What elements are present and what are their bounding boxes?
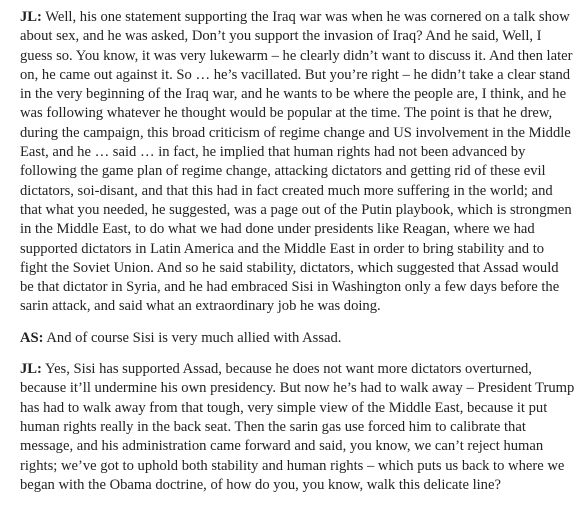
paragraph-text: Well, his one statement supporting the Iraq war was when he was cornered on a talk show about sex, and he was asked, Don’t you support the invasion of Iraq? And he said, Well, I guess so. You know, it was very lukewarm – he clearly didn’t want to discuss it. And then later on, he came out against it. So … he’s vacillated. But you’re right – he didn’t take a clear stand in the very beginning of the Iraq war, and he wants to be where the people are, I think, and he was following whatever he thought would be popular at the time. The point is that he drew, during the campaign, this broad criticism of regime change and US involvement in the Middle East, and he … said … in fact, he implied that human rights had not been advanced by following the game plan of regime change, attacking dictators and getting rid of these evil dictators, soi-disant, and that this had in fact created much more suffering in the world; and that what you needed, he suggested, was a page out of the Putin playbook, which is strongmen in the Middle East, to do what we had done under presidents like Reagan, where we had supported dictators in Latin America and the Middle East in order to bring stability and to fight the Soviet Union. And so he said stability, dictators, which suggested that Assad would be that dictator in Syria, and he had embraced Sisi in Washington only a few days before the sarin attack, and said what an extraordinary job he was doing. (20, 9, 573, 315)
paragraph-text: Yes, Sisi has supported Assad, because he does not want more dictators overturned, because it’ll undermine his own presidency. But now he’s had to walk away – President Trump has had to walk away from that tough, very simple view of the Middle East, because it put human rights really in the back seat. Then the sarin gas use forced him to calibrate that message, and his administration came forward and said, you know, we can’t reject human rights; we’ve got to uphold both stability and human rights – which puts us back to where we began with the Obama doctrine, of how do you, you know, walk this delicate line? (20, 361, 575, 493)
transcript-paragraph (20, 8, 575, 317)
speaker-label: JL: (20, 9, 42, 25)
paragraph-text: And of course Sisi is very much allied with Assad. (46, 329, 342, 346)
transcript-paragraph (20, 360, 575, 495)
transcript-paragraph (20, 329, 575, 348)
speaker-label: JL: (20, 361, 42, 378)
speaker-label: AS: (20, 329, 44, 346)
